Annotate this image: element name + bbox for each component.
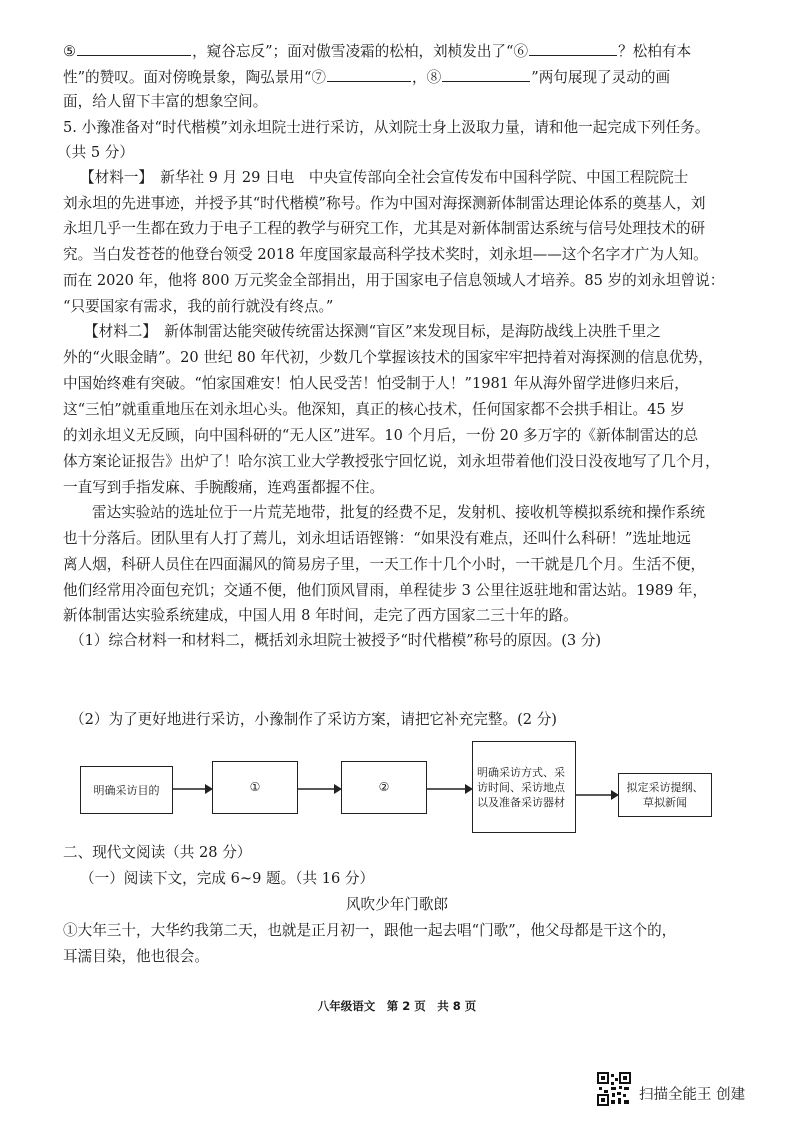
flow-step-blank-1[interactable]: ① bbox=[212, 761, 298, 814]
material-1-line-1: 【材料一】 新华社 9 月 29 日电 中央宣传部向全社会宣传发布中国科学院、中国工程院院士 bbox=[80, 169, 689, 186]
question-5-prompt: 5. 小豫准备对“时代楷模”刘永坦院士进行采访，从刘院士身上汲取力量，请和他一起完成下列任务。 bbox=[63, 119, 710, 136]
material-1-line-3: 永坦几乎一生都在致力于电子工程的教学与研究工作，尤其是对新体制雷达系统与信号处理技术的研 bbox=[63, 220, 706, 237]
material-2-line-7: 一直写到手指发麻、手腕酸痛，连鸡蛋都握不住。 bbox=[63, 479, 385, 496]
line-2-tail: ”两句展现了灵动的画 bbox=[531, 69, 671, 86]
material-2-line-11: 他们经常用冷面包充饥；交通不便，他们顶风冒雨，单程徒步 3 公里往返驻地和雷达站。1989 年， bbox=[63, 582, 708, 599]
poem-fill-line-1 bbox=[63, 40, 753, 62]
article-para-1-line-2: 耳濡目染，他也很会。 bbox=[63, 948, 209, 965]
article-para-1-line-1: ①大年三十，大华约我第二天，也就是正月初一，跟他一起去唱“门歌”，他父母都是干这个的， bbox=[63, 922, 677, 939]
material-1-line-5: 而在 2020 年，他将 800 万元奖金全部捐出，用于国家电子信息领域人才培养。85 岁的刘永坦曾说： bbox=[63, 272, 725, 289]
question-5-2: （2）为了更好地进行采访，小豫制作了采访方案，请把它补充完整。(2 分) bbox=[70, 711, 558, 728]
material-1-line-2: 刘永坦的先进事迹，并授予其“时代楷模”称号。作为中国对海探测新体制雷达理论体系的奠基人，刘 bbox=[63, 195, 706, 212]
blank-7[interactable] bbox=[327, 66, 411, 82]
line-2-text: 性”的赞叹。面对傍晚景象，陶弘景用“⑦ bbox=[63, 69, 327, 86]
blank-5[interactable] bbox=[77, 40, 191, 56]
material-1-line-6: “只要国家有需求，我的前行就没有终点。” bbox=[63, 298, 334, 315]
flow-step-purpose: 明确采访目的 bbox=[80, 766, 173, 814]
material-2-line-4: 这“三怕”就重重地压在刘永坦心头。他深知，真正的核心技术，任何国家都不会拱手相让。45 岁 bbox=[63, 401, 685, 418]
poem-fill-line-3: 面，给人留下丰富的想象空间。 bbox=[63, 93, 268, 110]
flow-arrow-4 bbox=[576, 788, 619, 802]
line-1-text: ，窥谷忘反”；面对傲雪凌霜的松柏，刘桢发出了“⑥ bbox=[192, 43, 529, 60]
section-2-1-heading: （一）阅读下文，完成 6~9 题。（共 16 分） bbox=[80, 870, 375, 887]
flow-arrow-1 bbox=[173, 782, 213, 796]
material-2-line-3: 中国始终难有突破。“怕家国难安！怕人民受苦！怕受制于人！”1981 年从海外留学进修归来后， bbox=[63, 375, 689, 392]
flow-step-method: 明确采访方式、采访时间、采访地点以及准备采访器材 bbox=[472, 741, 576, 833]
material-2-line-8: 雷达实验站的选址位于一片荒芜地带，批复的经费不足，发射机、接收机等模拟系统和操作系统 bbox=[92, 504, 705, 521]
material-2-line-12: 新体制雷达实验系统建成，中国人用 8 年时间，走完了西方国家二三十年的路。 bbox=[63, 607, 578, 624]
section-2-heading: 二、现代文阅读（共 28 分） bbox=[63, 844, 252, 861]
page-footer: 八年级语文 第 2 页 共 8 页 bbox=[317, 999, 477, 1013]
flow-step-blank-2[interactable]: ② bbox=[341, 761, 427, 814]
material-2-line-6: 体方案论证报告》出炉了！哈尔滨工业大学教授张宁回忆说，刘永坦带着他们没日没夜地写了几个月， bbox=[63, 453, 720, 470]
blank-6[interactable] bbox=[529, 40, 617, 56]
answer-area-5-1[interactable] bbox=[63, 656, 753, 700]
qr-code-icon bbox=[597, 1072, 631, 1106]
flow-arrow-3 bbox=[427, 782, 473, 796]
flow-arrow-2 bbox=[298, 782, 342, 796]
flow-step-outline: 拟定采访提纲、草拟新闻 bbox=[618, 773, 712, 817]
material-2-line-9: 也十分落后。团队里有人打了蔫儿，刘永坦话语铿锵：“如果没有难点，还叫什么科研！”选址地远 bbox=[63, 530, 691, 547]
material-1-line-4: 究。当白发苍苍的他登台领受 2018 年度国家最高科学技术奖时，刘永坦——这个名字才广为人知。 bbox=[63, 246, 708, 263]
blank-8[interactable] bbox=[442, 66, 530, 82]
line-2-mid: ，⑧ bbox=[412, 69, 442, 86]
scanner-brand-label: 扫描全能王 创建 bbox=[639, 1087, 746, 1103]
material-2-line-5: 的刘永坦义无反顾，向中国科研的“无人区”进军。10 个月后，一份 20 多万字的《新体制雷达的总 bbox=[63, 427, 699, 444]
marker-5: ⑤ bbox=[63, 43, 77, 60]
article-title: 风吹少年门歌郎 bbox=[345, 896, 449, 913]
question-5-score: （共 5 分） bbox=[57, 144, 134, 161]
material-2-line-10: 离人烟，科研人员住在四面漏风的简易房子里，一天工作十几个小时，一干就是几个月。生活不便， bbox=[63, 556, 706, 573]
question-5-1: （1）综合材料一和材料二，概括刘永坦院士被授予“时代楷模”称号的原因。(3 分) bbox=[70, 632, 602, 649]
material-2-line-2: 外的“火眼金睛”。20 世纪 80 年代初，少数几个掌握该技术的国家牢牢把持着对海探测的信息优势， bbox=[63, 349, 713, 366]
line-1-tail: ？松柏有本 bbox=[618, 43, 692, 60]
poem-fill-line-2 bbox=[63, 66, 753, 88]
material-2-line-1: 【材料二】 新体制雷达能突破传统雷达探测“盲区”来发现目标，是海防战线上决胜千里之 bbox=[84, 323, 661, 340]
